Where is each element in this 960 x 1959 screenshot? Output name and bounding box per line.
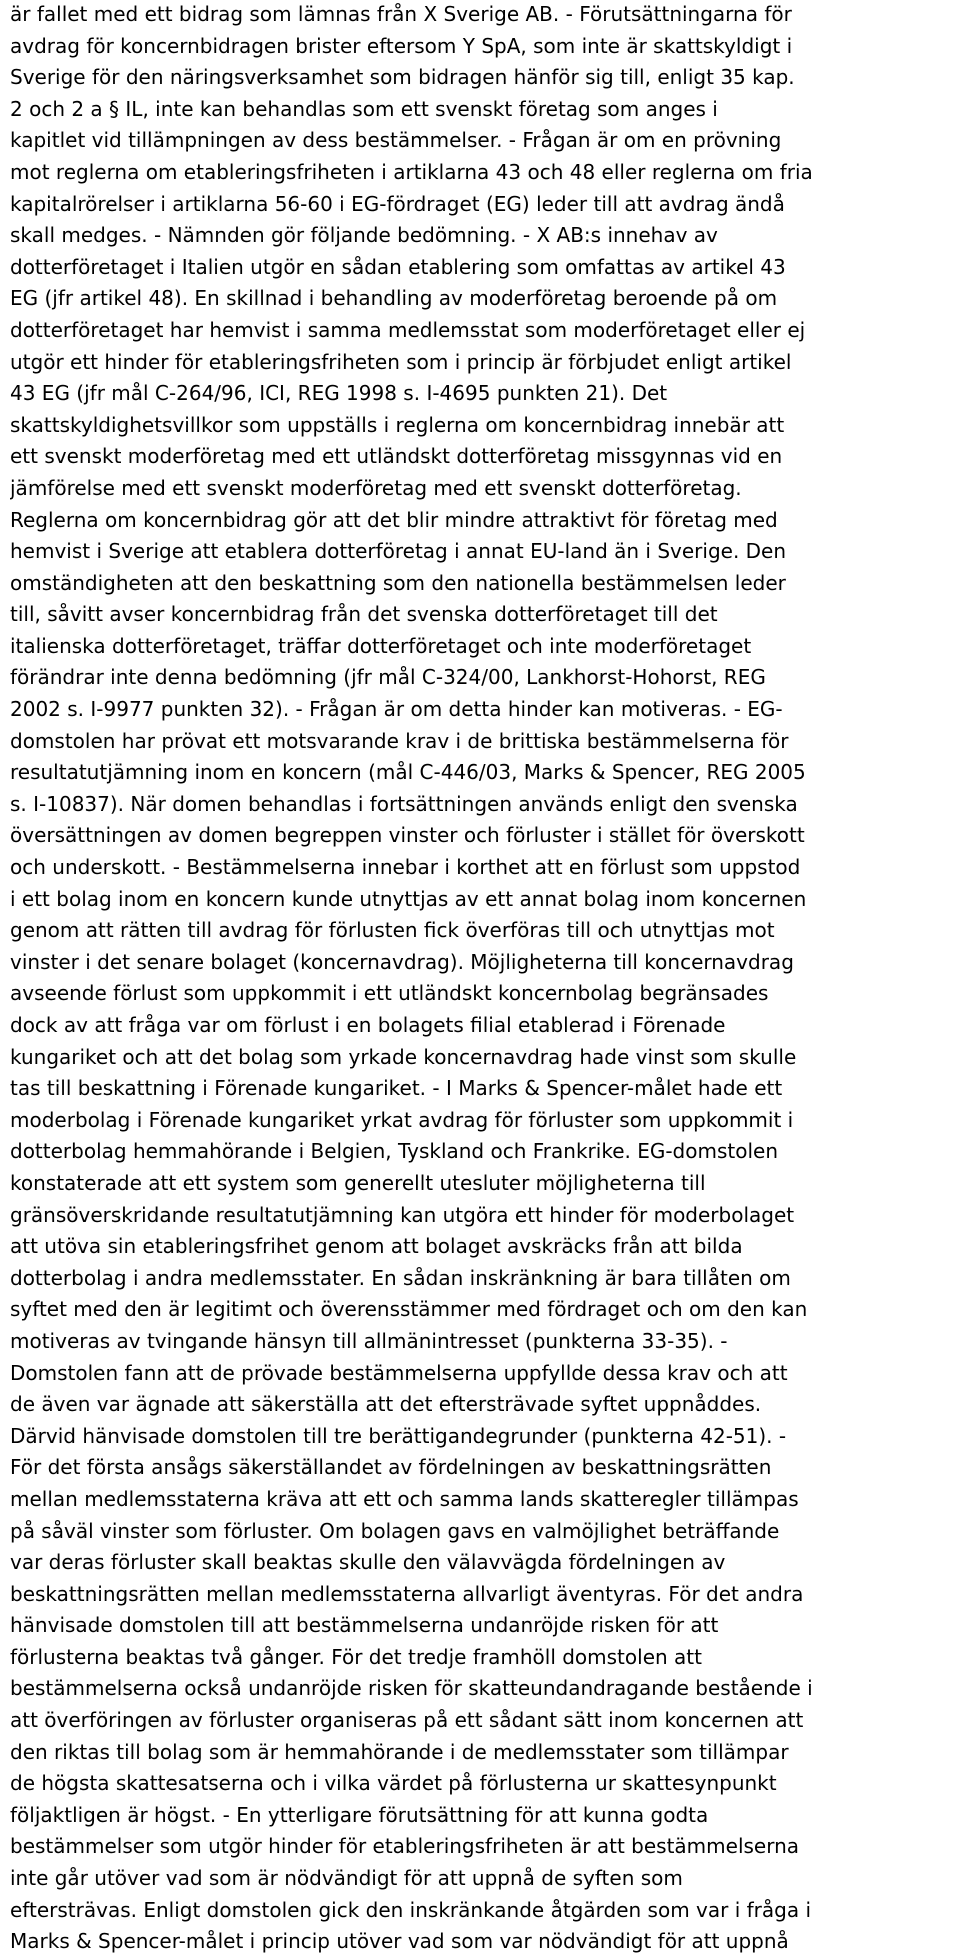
text-line: dotterföretaget i Italien utgör en sådan etablering som omfattas av artikel 43 <box>10 254 786 279</box>
text-line: dock av att fråga var om förlust i en bolagets filial etablerad i Förenade <box>10 1013 726 1037</box>
text-line: de även var ägnade att säkerställa att det eftersträvade syftet uppnåddes. <box>10 1392 762 1417</box>
text-line: att utöva sin etableringsfrihet genom att bolaget avskräcks från att bilda <box>10 1234 743 1259</box>
text-line: moderbolag i Förenade kungariket yrkat avdrag för förluster som uppkommit i <box>10 1107 794 1132</box>
text-line: Därvid hänvisade domstolen till tre berättigandegrunder (punkterna 42-51). - <box>10 1423 787 1448</box>
text-line: motiveras av tvingande hänsyn till allmänintresset (punkterna 33-35). - <box>10 1328 728 1353</box>
text-line: Domstolen fann att de prövade bestämmelserna uppfyllde dessa krav och att <box>10 1360 788 1385</box>
text-line: bestämmelserna också undanröjde risken för skatteundandragande bestående i <box>10 1676 813 1701</box>
text-line: beskattningsrätten mellan medlemsstaterna allvarligt äventyras. För det andra <box>10 1581 804 1606</box>
text-line: kapitalrörelser i artiklarna 56-60 i EG-fördraget (EG) leder till att avdrag ändå <box>10 191 785 216</box>
text-line: För det första ansågs säkerställandet av fördelningen av beskattningsrätten <box>10 1455 772 1480</box>
text-line: 2 och 2 a § IL, inte kan behandlas som ett svenskt företag som anges i <box>10 96 718 121</box>
text-line: på såväl vinster som förluster. Om bolagen gavs en valmöjlighet beträffande <box>10 1518 780 1543</box>
text-line: de högsta skattesatserna och i vilka värdet på förlusterna ur skattesynpunkt <box>10 1771 777 1796</box>
text-line: hänvisade domstolen till att bestämmelserna undanröjde risken för att <box>10 1613 719 1638</box>
text-line: den riktas till bolag som är hemmahörande i de medlemsstater som tillämpar <box>10 1739 789 1764</box>
text-line: resultatutjämning inom en koncern (mål C-446/03, Marks & Spencer, REG 2005 <box>10 760 806 785</box>
text-line: förändrar inte denna bedömning (jfr mål C-324/00, Lankhorst-Hohorst, REG <box>10 665 766 690</box>
text-line: förlusterna beaktas två gånger. För det tredje framhöll domstolen att <box>10 1644 702 1669</box>
text-line: Sverige för den näringsverksamhet som bidragen hänför sig till, enligt 35 kap. <box>10 65 795 90</box>
text-line: mellan medlemsstaterna kräva att ett och samma lands skatteregler tillämpas <box>10 1486 799 1511</box>
text-line: dotterföretaget har hemvist i samma medlemsstat som moderföretaget eller ej <box>10 317 806 342</box>
text-line: s. I-10837). När domen behandlas i fortsättningen används enligt den svenska <box>10 791 798 816</box>
text-line: kapitlet vid tillämpningen av dess bestämmelser. - Frågan är om en prövning <box>10 128 782 153</box>
text-line: skattskyldighetsvillkor som uppställs i reglerna om koncernbidrag innebär att <box>10 412 785 437</box>
text-line: översättningen av domen begreppen vinster och förluster i stället för överskott <box>10 823 805 848</box>
text-line: till, såvitt avser koncernbidrag från det svenska dotterföretaget till det <box>10 602 718 627</box>
text-line: genom att rätten till avdrag för förlusten fick överföras till och utnyttjas mot <box>10 918 775 943</box>
text-line: avdrag för koncernbidragen brister eftersom Y SpA, som inte är skattskyldigt i <box>10 33 793 58</box>
text-line: avseende förlust som uppkommit i ett utländskt koncernbolag begränsades <box>10 981 769 1006</box>
text-line: dotterbolag hemmahörande i Belgien, Tyskland och Frankrike. EG-domstolen <box>10 1139 779 1164</box>
text-line: bestämmelser som utgör hinder för etableringsfriheten är att bestämmelserna <box>10 1834 800 1859</box>
text-line: omständigheten att den beskattning som den nationella bestämmelsen leder <box>10 570 786 595</box>
text-line: dotterbolag i andra medlemsstater. En sådan inskränkning är bara tillåten om <box>10 1265 791 1290</box>
text-line: Marks & Spencer-målet i princip utöver vad som var nödvändigt för att uppnå <box>10 1929 789 1954</box>
text-line: jämförelse med ett svenskt moderföretag med ett svenskt dotterföretag. <box>10 475 742 500</box>
text-line: ett svenskt moderföretag med ett utländskt dotterföretag missgynnas vid en <box>10 444 783 469</box>
text-line: i ett bolag inom en koncern kunde utnyttjas av ett annat bolag inom koncernen <box>10 886 807 911</box>
text-line: följaktligen är högst. - En ytterligare förutsättning för att kunna godta <box>10 1802 709 1827</box>
text-line: gränsöverskridande resultatutjämning kan utgöra ett hinder för moderbolaget <box>10 1202 795 1227</box>
text-line: Reglerna om koncernbidrag gör att det blir mindre attraktivt för företag med <box>10 507 778 532</box>
text-line: 2002 s. I-9977 punkten 32). - Frågan är om detta hinder kan motiveras. - EG- <box>10 697 783 722</box>
text-line: att överföringen av förluster organiseras på ett sådant sätt inom koncernen att <box>10 1708 804 1733</box>
text-line: var deras förluster skall beaktas skulle den välavvägda fördelningen av <box>10 1550 726 1575</box>
text-line: EG (jfr artikel 48). En skillnad i behandling av moderföretag beroende på om <box>10 286 778 311</box>
text-line: och underskott. - Bestämmelserna innebar i korthet att en förlust som uppstod <box>10 855 801 880</box>
text-line: hemvist i Sverige att etablera dotterföretag i annat EU-land än i Sverige. Den <box>10 539 787 564</box>
text-line: är fallet med ett bidrag som lämnas från X Sverige AB. - Förutsättningarna för <box>10 2 792 26</box>
text-line: italienska dotterföretaget, träffar dotterföretaget och inte moderföretaget <box>10 633 752 658</box>
text-line: kungariket och att det bolag som yrkade koncernavdrag hade vinst som skulle <box>10 1044 797 1069</box>
text-line: eftersträvas. Enligt domstolen gick den inskränkande åtgärden som var i fråga i <box>10 1897 812 1922</box>
text-line: konstaterade att ett system som generellt utesluter möjligheterna till <box>10 1170 706 1195</box>
text-line: syftet med den är legitimt och överensstämmer med fördraget och om den kan <box>10 1297 808 1322</box>
text-line: mot reglerna om etableringsfriheten i artiklarna 43 och 48 eller reglerna om fria <box>10 159 813 184</box>
text-line: vinster i det senare bolaget (koncernavdrag). Möjligheterna till koncernavdrag <box>10 949 794 974</box>
text-line: domstolen har prövat ett motsvarande krav i de brittiska bestämmelserna för <box>10 728 789 753</box>
text-line: tas till beskattning i Förenade kungariket. - I Marks & Spencer-målet hade ett <box>10 1076 783 1101</box>
text-line: 43 EG (jfr mål C-264/96, ICI, REG 1998 s. I-4695 punkten 21). Det <box>10 381 668 406</box>
text-line: inte går utöver vad som är nödvändigt för att uppnå de syften som <box>10 1866 683 1891</box>
text-line: skall medges. - Nämnden gör följande bedömning. - X AB:s innehav av <box>10 223 718 248</box>
text-line: utgör ett hinder för etableringsfriheten som i princip är förbjudet enligt artikel <box>10 349 792 374</box>
